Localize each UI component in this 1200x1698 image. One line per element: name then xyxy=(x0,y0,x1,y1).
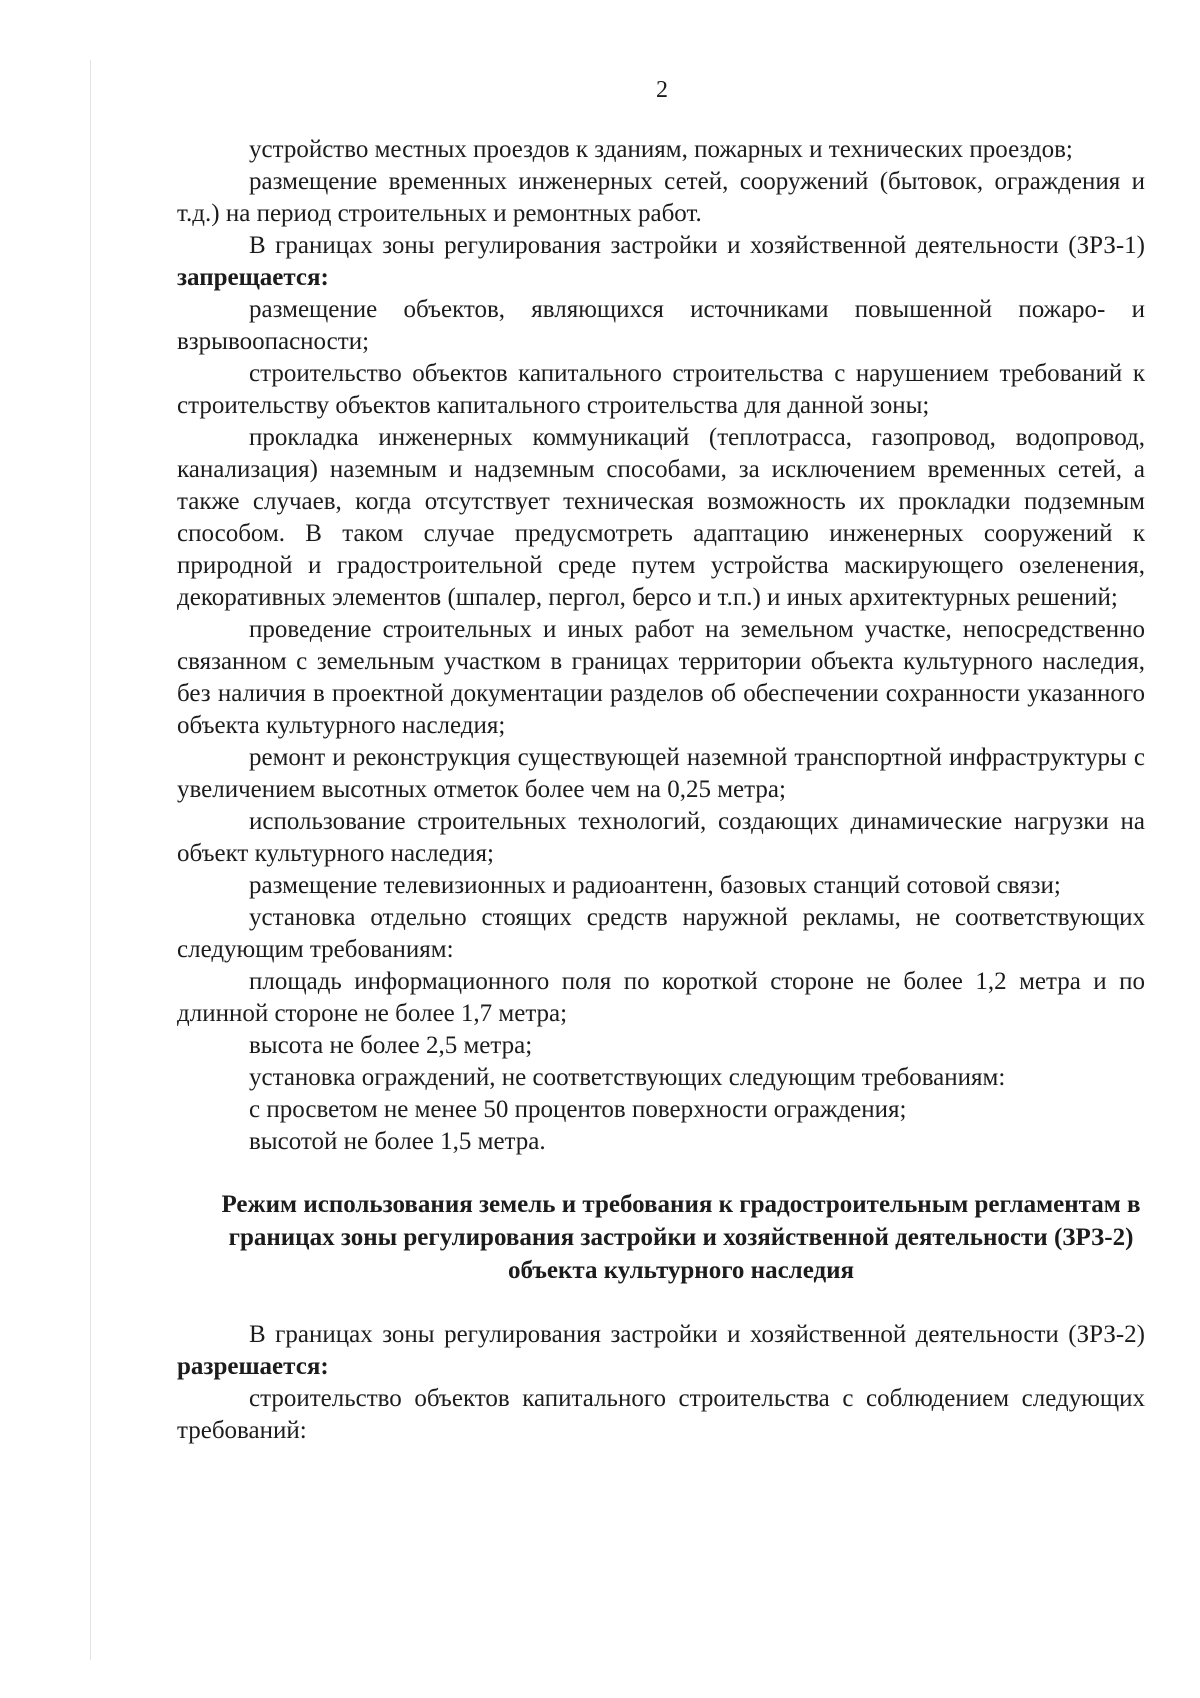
prohibited-item: с просветом не менее 50 процентов поверхности ограждения; xyxy=(249,1096,907,1123)
zrz2-intro-paragraph xyxy=(177,1319,1145,1383)
prohibited-item: высота не более 2,5 метра; xyxy=(249,1032,533,1059)
prohibited-item: размещение объектов, являющихся источниками повышенной пожаро- и взрывоопасности; xyxy=(177,296,1145,355)
paragraph: строительство объектов капитального строительства с соблюдением следующих требований: xyxy=(177,1385,1145,1444)
prohibited-item: проведение строительных и иных работ на земельном участке, непосредственно связанном с земельным участком в границах территории объекта культурного наследия, без наличия в проектной документации разделов об обеспечении сохранности указанного объекта культурного наследия; xyxy=(177,616,1145,739)
prohibited-item: высотой не более 1,5 метра. xyxy=(249,1128,546,1155)
prohibited-item: использование строительных технологий, создающих динамические нагрузки на объект культурного наследия; xyxy=(177,808,1145,867)
prohibited-item: установка отдельно стоящих средств наружной рекламы, не соответствующих следующим требованиям: xyxy=(177,904,1145,963)
scan-margin-line xyxy=(90,60,91,1660)
prohibited-item: установка ограждений, не соответствующих следующим требованиям: xyxy=(249,1064,1006,1091)
zrz2-intro-text: В границах зоны регулирования застройки и хозяйственной деятельности (ЗРЗ-2) xyxy=(249,1321,1145,1348)
zrz1-intro-paragraph xyxy=(177,230,1145,294)
prohibited-item: строительство объектов капитального строительства с нарушением требований к строительству объектов капитального строительства для данной зоны; xyxy=(177,360,1145,419)
paragraph: размещение временных инженерных сетей, сооружений (бытовок, ограждения и т.д.) на период строительных и ремонтных работ. xyxy=(177,168,1145,227)
prohibited-item: размещение телевизионных и радиоантенн, базовых станций сотовой связи; xyxy=(249,872,1061,899)
page-number: 2 xyxy=(656,77,668,103)
paragraph: устройство местных проездов к зданиям, пожарных и технических проездов; xyxy=(249,136,1073,163)
document-body xyxy=(177,134,1145,1447)
prohibited-item: площадь информационного поля по короткой стороне не более 1,2 метра и по длинной стороне не более 1,7 метра; xyxy=(177,968,1145,1027)
prohibited-item: ремонт и реконструкция существующей наземной транспортной инфраструктуры с увеличением высотных отметок более чем на 0,25 метра; xyxy=(177,744,1145,803)
zrz2-allowed-label: разрешается: xyxy=(177,1353,329,1380)
prohibited-item: прокладка инженерных коммуникаций (теплотрасса, газопровод, водопровод, канализация) наземным и надземным способами, за исключением временных сетей, а также случаев, когда отсутствует техническая возможность их прокладки подземным способом. В таком случае предусмотреть адаптацию инженерных сооружений к природной и градостроительной среде путем устройства маскирующего озеленения, декоративных элементов (шпалер, пергол, берсо и т.п.) и иных архитектурных решений; xyxy=(177,424,1145,611)
zrz1-prohibited-label: запрещается: xyxy=(177,264,329,291)
section-heading: Режим использования земель и требования к градостроительным регламентам в границах зоны регулирования застройки и хозяйственной деятельности (ЗРЗ-2) объекта культурного наследия xyxy=(221,1191,1141,1284)
zrz1-intro-text: В границах зоны регулирования застройки и хозяйственной деятельности (ЗРЗ-1) xyxy=(249,232,1145,259)
